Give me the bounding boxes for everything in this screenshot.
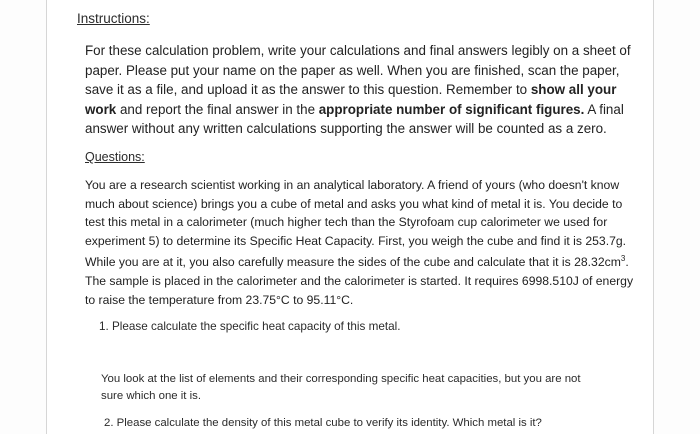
instructions-bold-sig-figs: appropriate number of significant figures. — [318, 101, 585, 117]
instructions-part-2: and report the final answer in the — [116, 101, 319, 117]
question-content — [77, 10, 637, 431]
instructions-part-1: For these calculation problem, write your calculations and final answers legibly on a sheet of paper. Please put your name on the paper as well. When you are finished, scan the paper, save it as a file, and upload it as the answer to this question. Remember to — [85, 43, 631, 98]
elements-note: You look at the list of elements and their corresponding specific heat capacities, but you are not sure which one it is. — [101, 373, 581, 402]
scenario-part-a: You are a research scientist working in an analytical laboratory. A friend of yours (who doesn't know much about science) brings you a cube of metal and asks you what kind of metal it is. You decide to test this metal in a calorimeter (much higher tech than the Styrofoam cup calorimeter we used for experiment 5) to determine its Specific Heat Capacity. First, you weigh the cube and find it is 253.7g. While you are at it, you also carefully measure the sides of the cube and calculate that it is 28.32cm — [85, 177, 627, 270]
question-panel — [46, 0, 654, 434]
instructions-heading: Instructions: — [77, 11, 150, 26]
scenario-superscript: 3 — [620, 254, 626, 264]
scenario-part-b: . The sample is placed in the calorimeter and the calorimeter is started. It requires 6998.510J of energy to raise the temperature from 23.75°C to 95.11°C. — [85, 255, 634, 307]
questions-heading: Questions: — [85, 149, 145, 164]
instructions-text — [85, 41, 647, 139]
scenario-text — [85, 176, 645, 309]
instructions-bold-show-work: show all your work — [85, 82, 617, 117]
question-2: 2. Please calculate the density of this metal cube to verify its identity. Which metal is it? — [104, 417, 542, 430]
question-1: 1. Please calculate the specific heat capacity of this metal. — [99, 320, 401, 334]
instructions-part-3: A final answer without any written calculations supporting the answer will be counted as a zero. — [85, 101, 624, 137]
